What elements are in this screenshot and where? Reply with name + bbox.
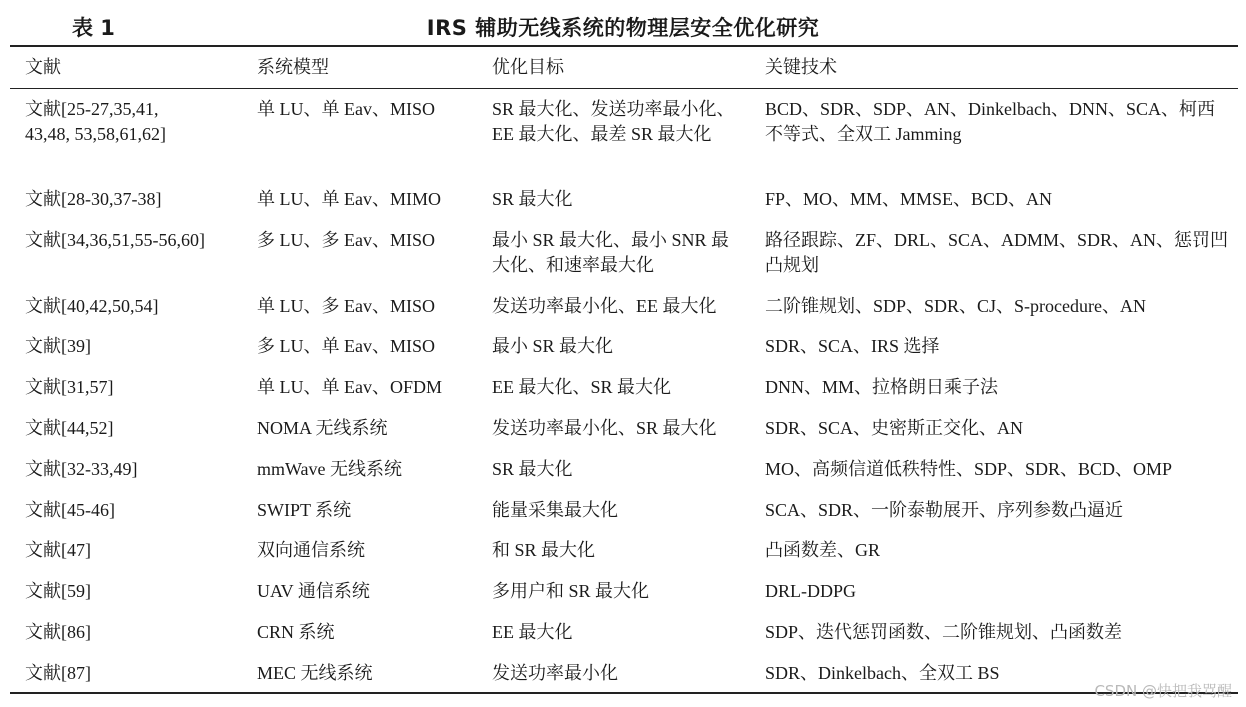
optimization-goal-cell: 能量采集最大化 — [492, 500, 618, 520]
key-technology-cell: 凸函数差、GR — [765, 540, 881, 560]
watermark: CSDN @快把我骂醒 — [1094, 682, 1232, 700]
optimization-goal-cell: SR 最大化 — [492, 459, 573, 479]
key-technology-cell: FP、MO、MM、MMSE、BCD、AN — [765, 189, 1053, 209]
system-model-cell: 单 LU、单 Eav、OFDM — [257, 377, 442, 397]
optimization-goal-cell: 最小 SR 最大化 — [492, 336, 614, 356]
system-model-cell: 单 LU、单 Eav、MISO — [257, 99, 435, 119]
optimization-goal-cell: 最小 SR 最大化、最小 SNR 最大化、和速率最大化 — [492, 230, 730, 275]
system-model-cell: 多 LU、单 Eav、MISO — [257, 336, 435, 356]
key-technology-cell: 二阶锥规划、SDP、SDR、CJ、S-procedure、AN — [765, 296, 1147, 316]
reference-cell: 文献[40,42,50,54] — [25, 296, 159, 316]
system-model-cell: UAV 通信系统 — [257, 581, 370, 601]
optimization-goal-cell: SR 最大化、发送功率最小化、EE 最大化、最差 SR 最大化 — [492, 99, 735, 144]
reference-cell: 文献[25-27,35,41, 43,48, 53,58,61,62] — [25, 99, 166, 144]
key-technology-cell: SDP、迭代惩罚函数、二阶锥规划、凸函数差 — [765, 622, 1123, 642]
key-technology-cell: BCD、SDR、SDP、AN、Dinkelbach、DNN、SCA、柯西不等式、全双工 Jamming — [765, 99, 1216, 144]
reference-cell: 文献[44,52] — [25, 418, 114, 438]
key-technology-cell: MO、高频信道低秩特性、SDP、SDR、BCD、OMP — [765, 459, 1173, 479]
reference-cell: 文献[32-33,49] — [25, 459, 138, 479]
table-header-rule — [10, 88, 1238, 89]
optimization-goal-cell: 多用户和 SR 最大化 — [492, 581, 650, 601]
system-model-cell: 单 LU、多 Eav、MISO — [257, 296, 435, 316]
system-model-cell: MEC 无线系统 — [257, 663, 373, 683]
key-technology-cell: SDR、SCA、IRS 选择 — [765, 336, 940, 356]
header-reference: 文献 — [25, 57, 61, 77]
reference-cell: 文献[59] — [25, 581, 91, 601]
reference-cell: 文献[31,57] — [25, 377, 114, 397]
system-model-cell: SWIPT 系统 — [257, 500, 352, 520]
optimization-goal-cell: EE 最大化 — [492, 622, 573, 642]
system-model-cell: mmWave 无线系统 — [257, 459, 403, 479]
key-technology-cell: DNN、MM、拉格朗日乘子法 — [765, 377, 999, 397]
reference-cell: 文献[86] — [25, 622, 91, 642]
table-bottom-rule — [10, 692, 1238, 694]
optimization-goal-cell: 和 SR 最大化 — [492, 540, 596, 560]
optimization-goal-cell: 发送功率最小化 — [492, 663, 618, 683]
system-model-cell: 双向通信系统 — [257, 540, 365, 560]
reference-cell: 文献[47] — [25, 540, 91, 560]
optimization-goal-cell: EE 最大化、SR 最大化 — [492, 377, 672, 397]
header-optimization-goal: 优化目标 — [492, 57, 564, 77]
reference-cell: 文献[34,36,51,55-56,60] — [25, 230, 205, 250]
key-technology-cell: SDR、SCA、史密斯正交化、AN — [765, 418, 1024, 438]
optimization-goal-cell: 发送功率最小化、SR 最大化 — [492, 418, 717, 438]
table-caption — [0, 8, 1246, 42]
system-model-cell: 多 LU、多 Eav、MISO — [257, 230, 435, 250]
table-top-rule — [10, 45, 1238, 47]
key-technology-cell: SCA、SDR、一阶泰勒展开、序列参数凸逼近 — [765, 500, 1124, 520]
table-title: IRS 辅助无线系统的物理层安全优化研究 — [426, 16, 820, 40]
optimization-goal-cell: 发送功率最小化、EE 最大化 — [492, 296, 717, 316]
header-system-model: 系统模型 — [257, 57, 329, 77]
header-key-technology: 关键技术 — [765, 57, 837, 77]
reference-cell: 文献[28-30,37-38] — [25, 189, 162, 209]
key-technology-cell: DRL-DDPG — [765, 581, 857, 601]
reference-cell: 文献[87] — [25, 663, 91, 683]
system-model-cell: CRN 系统 — [257, 622, 335, 642]
optimization-goal-cell: SR 最大化 — [492, 189, 573, 209]
system-model-cell: NOMA 无线系统 — [257, 418, 388, 438]
table-number: 表 1 — [72, 16, 115, 40]
reference-cell: 文献[45-46] — [25, 500, 115, 520]
key-technology-cell: SDR、Dinkelbach、全双工 BS — [765, 663, 1000, 683]
system-model-cell: 单 LU、单 Eav、MIMO — [257, 189, 441, 209]
reference-cell: 文献[39] — [25, 336, 91, 356]
key-technology-cell: 路径跟踪、ZF、DRL、SCA、ADMM、SDR、AN、惩罚凹凸规划 — [765, 230, 1229, 275]
